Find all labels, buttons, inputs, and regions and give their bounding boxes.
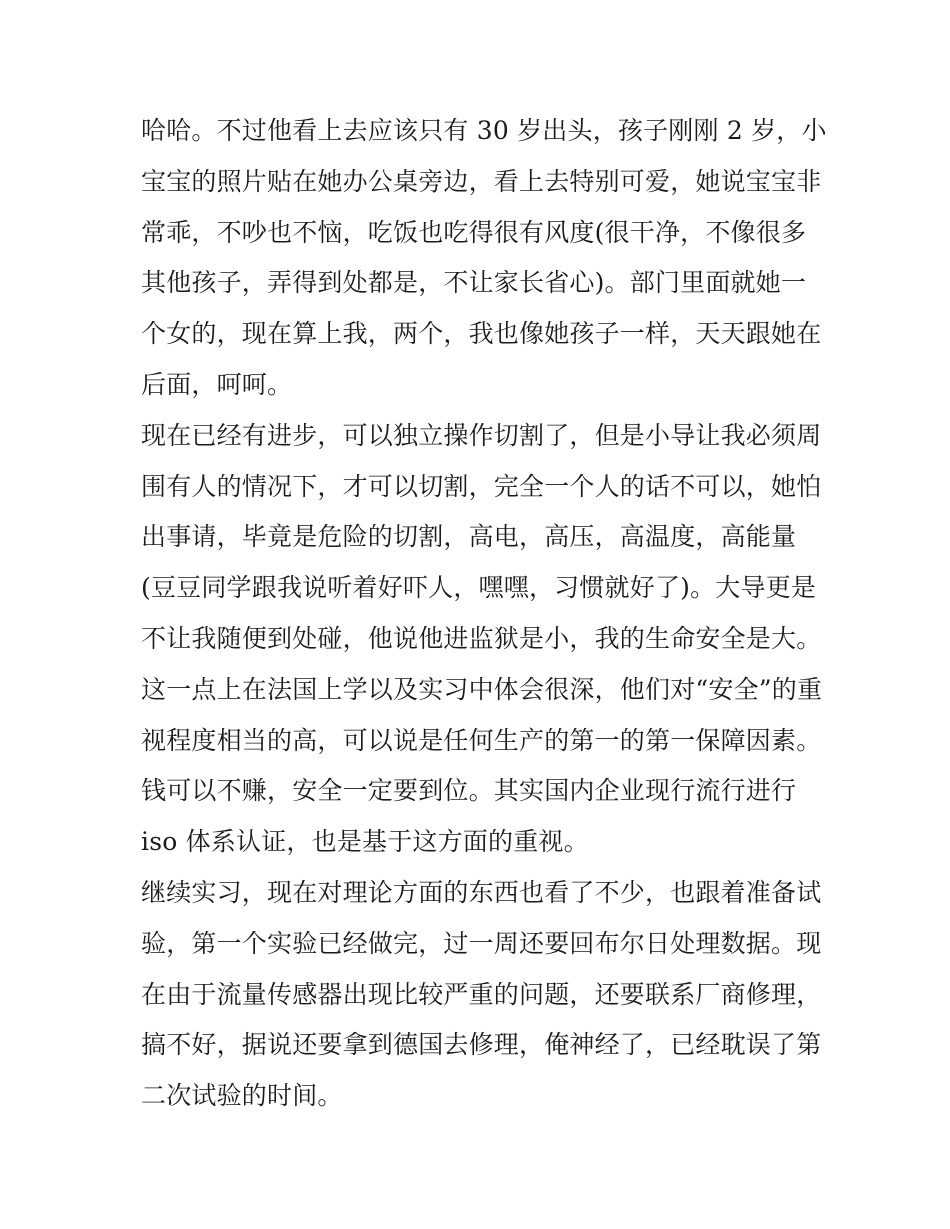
text-line: 搞不好，据说还要拿到德国去修理，俺神经了，已经耽误了第 (141, 1030, 822, 1060)
text-line: 围有人的情况下，才可以切割，完全一个人的话不可以，她怕 (141, 471, 822, 501)
text-line: 哈哈。不过他看上去应该只有 30 岁出头，孩子刚刚 2 岁，小 (141, 116, 827, 145)
text-line: 钱可以不赚，安全一定要到位。其实国内企业现行流行进行 (141, 776, 797, 806)
text-line: 宝宝的照片贴在她办公桌旁边，看上去特别可爱，她说宝宝非 (141, 166, 822, 196)
text-line: 这一点上在法国上学以及实习中体会很深，他们对“安全”的重 (141, 674, 823, 704)
text-line: 不让我随便到处碰，他说他进监狱是小，我的生命安全是大。 (141, 623, 822, 653)
text-line: 后面，呵呵。 (141, 369, 293, 399)
document-body (141, 106, 827, 1122)
text-line: 出事请，毕竟是危险的切割，高电，高压，高温度，高能量 (141, 522, 797, 552)
text-line: 二次试验的时间。 (141, 1081, 343, 1111)
text-line: 在由于流量传感器出现比较严重的问题，还要联系厂商修理， (141, 979, 822, 1009)
text-line: 验，第一个实验已经做完，过一周还要回布尔日处理数据。现 (141, 928, 822, 958)
text-line: 其他孩子，弄得到处都是，不让家长省心)。部门里面就她一 (141, 268, 807, 298)
text-line: 常乖，不吵也不恼，吃饭也吃得很有风度(很干净，不像很多 (141, 217, 807, 247)
text-line: iso 体系认证，也是基于这方面的重视。 (141, 827, 589, 857)
text-line: 现在已经有进步，可以独立操作切割了，但是小导让我必须周 (141, 420, 822, 450)
text-line: 个女的，现在算上我，两个，我也像她孩子一样，天天跟她在 (141, 319, 822, 349)
text-line: 视程度相当的高，可以说是任何生产的第一的第一保障因素。 (141, 725, 822, 755)
text-line: (豆豆同学跟我说听着好吓人，嘿嘿，习惯就好了)。大导更是 (141, 573, 817, 603)
text-line: 继续实习，现在对理论方面的东西也看了不少，也跟着准备试 (141, 877, 822, 907)
